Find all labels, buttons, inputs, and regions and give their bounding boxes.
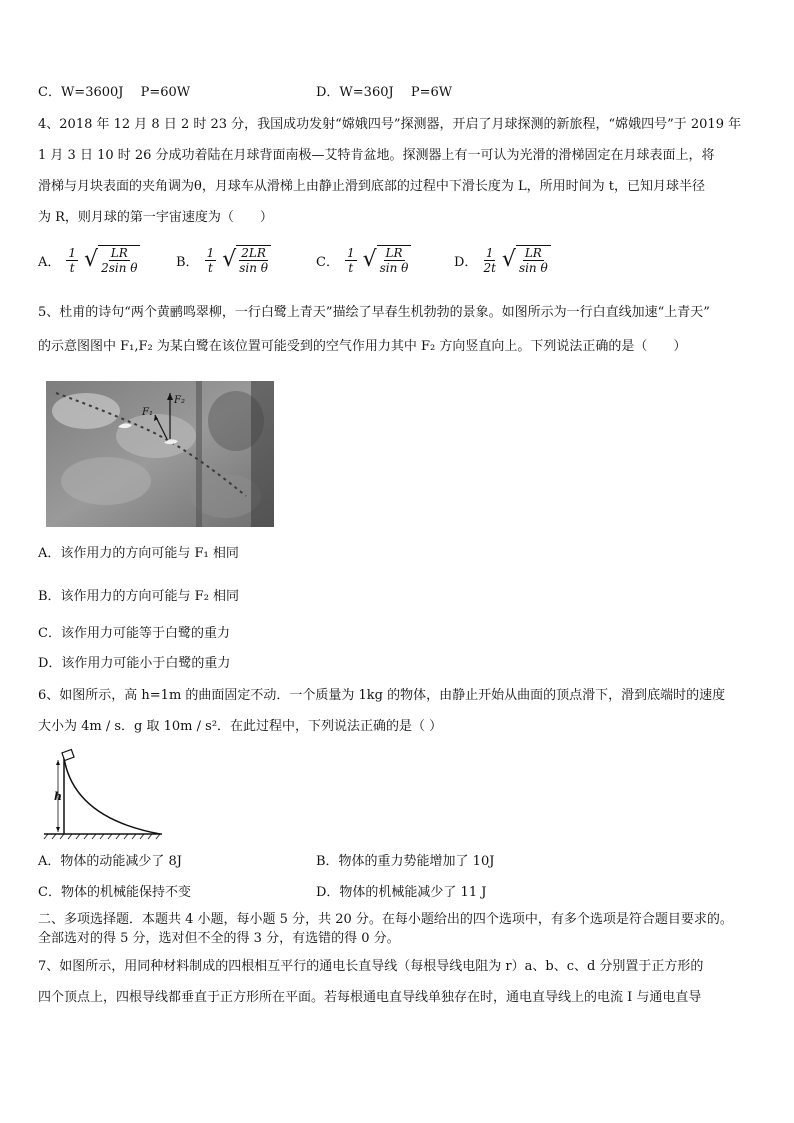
q7-stem-line-2: 四个顶点上，四根导线都垂直于正方形所在平面。若每根通电直导线单独存在时，通电直导线上的电流 I 与通电直导 bbox=[38, 990, 702, 1005]
q6-option-b: B．物体的重力势能增加了 10J bbox=[316, 854, 495, 869]
radical-denominator: 2sin θ bbox=[101, 261, 138, 275]
q4-stem-line-1: 4、2018 年 12 月 8 日 2 时 23 分，我国成功发射“嫦娥四号”探测器，开启了月球探测的新旅程，“嫦娥四号”于 2019 年 bbox=[38, 117, 742, 132]
coefficient bbox=[205, 246, 217, 275]
coef-denominator: 2t bbox=[483, 260, 496, 275]
q5-option-c: C．该作用力可能等于白鹭的重力 bbox=[38, 626, 230, 641]
q5-option-a: A．该作用力的方向可能与 F₁ 相同 bbox=[38, 546, 239, 561]
option-label: B． bbox=[176, 254, 199, 270]
sqrt-icon: √ bbox=[84, 247, 99, 272]
height-arrowhead-top bbox=[56, 760, 60, 765]
coefficient bbox=[483, 246, 495, 275]
photo-edge-shadow bbox=[251, 381, 274, 527]
curved-slope-figure bbox=[38, 748, 168, 844]
coef-numerator: 1 bbox=[346, 245, 355, 260]
q7-stem-line-1: 7、如图所示，用同种材料制成的四根相互平行的通电长直导线（每根导线电阻为 r）a、b、c、d 分别置于正方形的 bbox=[38, 959, 704, 974]
option-label: A． bbox=[38, 254, 61, 270]
q5-stem-line-2: 的示意图图中 F₁,F₂ 为某白鹭在该位置可能受到的空气作用力其中 F₂ 方向竖直向上。下列说法正确的是（ ） bbox=[38, 339, 687, 354]
cloud-shape bbox=[61, 457, 151, 505]
q5-option-b: B．该作用力的方向可能与 F₂ 相同 bbox=[38, 589, 240, 604]
coef-denominator: t bbox=[348, 260, 354, 275]
q5-stem-line-1: 5、杜甫的诗句“两个黄鹂鸣翠柳，一行白鹭上青天”描绘了早春生机勃勃的景象。如图所示为一行白直线加速“上青天” bbox=[38, 305, 710, 320]
force-f2-label: F₂ bbox=[174, 395, 185, 406]
sqrt-icon: √ bbox=[222, 247, 237, 272]
block-object bbox=[62, 750, 74, 761]
option-label: D． bbox=[454, 254, 478, 270]
sqrt-icon: √ bbox=[362, 247, 377, 272]
section2-heading-line-1: 二、多项选择题．本题共 4 小题，每小题 5 分，共 20 分。在每小题给出的四个选项中，有多个选项是符合题目要求的。 bbox=[38, 912, 733, 927]
q3-option-c: C．W=3600J P=60W bbox=[38, 85, 191, 100]
radical-numerator: 2LR bbox=[241, 246, 266, 260]
curved-surface bbox=[64, 758, 160, 834]
photo-fold-line bbox=[196, 381, 202, 527]
q4-option-c bbox=[316, 245, 411, 275]
q3-option-d: D．W=360J P=6W bbox=[316, 85, 453, 100]
coef-numerator: 1 bbox=[68, 245, 77, 260]
cloud-shape bbox=[52, 393, 120, 429]
force-f1-label: F₁ bbox=[142, 407, 153, 418]
radical bbox=[84, 245, 140, 275]
q6-option-d: D．物体的机械能减少了 11 J bbox=[316, 885, 487, 900]
height-arrowhead-bottom bbox=[56, 827, 60, 832]
radical bbox=[363, 245, 412, 275]
radical-denominator: sin θ bbox=[239, 261, 268, 275]
q5-option-d: D．该作用力可能小于白鹭的重力 bbox=[38, 656, 231, 671]
coefficient bbox=[345, 246, 357, 275]
radical-denominator: sin θ bbox=[379, 261, 409, 275]
q4-stem-line-4: 为 R，则月球的第一宇宙速度为（ ） bbox=[38, 210, 273, 225]
q6-stem-line-2: 大小为 4m / s．g 取 10m / s²．在此过程中，下列说法正确的是（ ） bbox=[38, 719, 443, 734]
radical-numerator: LR bbox=[524, 246, 542, 260]
coef-numerator: 1 bbox=[206, 245, 215, 260]
coef-numerator: 1 bbox=[485, 245, 494, 260]
q4-option-b bbox=[176, 245, 271, 275]
section2-heading-line-2: 全部选对的得 5 分，选对但不全的得 3 分，有选错的得 0 分。 bbox=[38, 931, 400, 946]
q4-stem-line-2: 1 月 3 日 10 时 26 分成功着陆在月球背面南极—艾特肯盆地。探测器上有一可认为光滑的滑梯固定在月球表面上，将 bbox=[38, 148, 715, 163]
radical-denominator: sin θ bbox=[518, 261, 548, 275]
radical bbox=[222, 245, 271, 275]
radical bbox=[502, 245, 551, 275]
q6-option-a: A．物体的动能减少了 8J bbox=[38, 854, 183, 869]
radical-numerator: LR bbox=[385, 246, 403, 260]
q4-option-a bbox=[38, 245, 140, 275]
radical-numerator: LR bbox=[110, 246, 128, 260]
height-label: h bbox=[54, 790, 62, 803]
coef-denominator: t bbox=[207, 260, 213, 275]
q4-stem-line-3: 滑梯与月块表面的夹角调为θ，月球车从滑梯上由静止滑到底部的过程中下滑长度为 L，所用时间为 t，已知月球半径 bbox=[38, 179, 705, 194]
q4-option-d bbox=[454, 245, 551, 275]
option-label: C． bbox=[316, 254, 339, 270]
q6-option-c: C．物体的机械能保持不变 bbox=[38, 885, 191, 900]
sqrt-icon: √ bbox=[501, 247, 516, 272]
coef-denominator: t bbox=[69, 260, 75, 275]
egret-photo-figure bbox=[46, 381, 274, 527]
q6-stem-line-1: 6、如图所示，高 h=1m 的曲面固定不动．一个质量为 1kg 的物体，由静止开始从曲面的顶点滑下，滑到底端时的速度 bbox=[38, 688, 726, 703]
coefficient bbox=[66, 246, 78, 275]
